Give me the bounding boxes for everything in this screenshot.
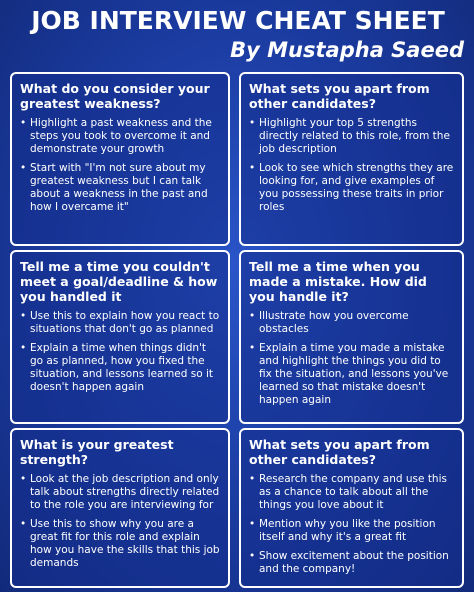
bullet-icon: • [20,117,27,129]
card-made-mistake [239,250,464,424]
point-text: Use this to explain how you react to situations that don't go as planned [30,310,220,335]
point-text: Look at the job description and only talk about strengths directly related to the role you are interviewing for [30,473,220,511]
point-text: Use this to show why you are a great fit for this role and explain how you have the skills that this job demands [30,518,220,569]
card-sets-apart-company [239,428,464,588]
list-item [20,162,222,214]
card-question: Tell me a time when you made a mistake. How did you handle it? [249,259,427,304]
card-greatest-strength [10,428,230,588]
bullet-icon: • [20,518,27,530]
bullet-icon: • [20,162,27,174]
bullet-icon: • [249,550,256,562]
point-text: Illustrate how you overcome obstacles [259,310,409,335]
bullet-icon: • [249,473,256,485]
bullet-icon: • [249,162,256,174]
list-item [249,162,456,214]
bullet-icon: • [20,473,27,485]
point-text: Explain a time when things didn't go as planned, how you fixed the situation, and lessons learned so it doesn't happen again [30,342,214,393]
list-item [20,518,222,570]
list-item [20,473,222,512]
card-points [249,310,456,407]
list-item [249,117,456,156]
author-byline: By Mustapha Saeed [230,38,464,62]
list-item [249,342,456,407]
bullet-icon: • [249,342,256,354]
card-question: What sets you apart from other candidates? [249,81,430,111]
point-text: Mention why you like the position itself and why it's a great fit [259,518,436,543]
card-question: What is your greatest strength? [20,437,174,467]
card-points [20,310,222,394]
card-points [249,117,456,214]
list-item [249,518,456,544]
point-text: Look to see which strengths they are looking for, and give examples of you possessing these traits in prior roles [259,162,454,213]
card-greatest-weakness [10,72,230,246]
list-item [20,117,222,156]
card-points [249,473,456,576]
bullet-icon: • [249,518,256,530]
card-points [20,473,222,570]
list-item [249,473,456,512]
list-item [20,342,222,394]
page-title: JOB INTERVIEW CHEAT SHEET [31,6,445,35]
point-text: Highlight your top 5 strengths directly related to this role, from the job description [259,117,450,155]
bullet-icon: • [249,310,256,322]
bullet-icon: • [20,310,27,322]
header [0,0,474,72]
list-item [249,310,456,336]
card-question: Tell me a time you couldn't meet a goal/deadline & how you handled it [20,259,218,304]
bullet-icon: • [20,342,27,354]
list-item [249,550,456,576]
point-text: Explain a time you made a mistake and highlight the things you did to fix the situation, and lessons you've learned so that mistake doesn't happen again [259,342,449,406]
card-missed-goal [10,250,230,424]
list-item [20,310,222,336]
point-text: Highlight a past weakness and the steps you took to overcome it and demonstrate your growth [30,117,212,155]
card-question: What do you consider your greatest weakness? [20,81,210,111]
card-question: What sets you apart from other candidates? [249,437,430,467]
card-sets-apart [239,72,464,246]
point-text: Research the company and use this as a chance to talk about all the things you love about it [259,473,447,511]
point-text: Show excitement about the position and the company! [259,550,449,575]
card-points [20,117,222,214]
point-text: Start with "I'm not sure about my greatest weakness but I can talk about a weakness in the past and how I overcame it" [30,162,208,213]
bullet-icon: • [249,117,256,129]
